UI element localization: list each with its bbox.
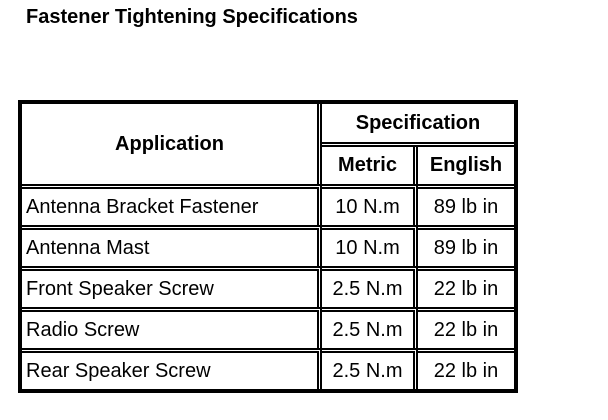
header-metric: Metric: [322, 147, 418, 184]
cell-english: 89 lb in: [418, 184, 514, 225]
header-application: Application: [22, 104, 322, 184]
table-row: [22, 348, 514, 389]
cell-application: Rear Speaker Screw: [22, 348, 322, 389]
cell-application: Radio Screw: [22, 307, 322, 348]
cell-english: 22 lb in: [418, 348, 514, 389]
header-english: English: [429, 154, 503, 176]
table-row: [22, 184, 514, 225]
table-row: [22, 266, 514, 307]
fastener-spec-table: [18, 100, 518, 393]
header-specification: Specification: [322, 104, 514, 147]
cell-application: Antenna Bracket Fastener: [22, 184, 322, 225]
cell-metric: 10 N.m: [322, 184, 418, 225]
cell-metric: 10 N.m: [322, 225, 418, 266]
cell-metric: 2.5 N.m: [322, 266, 418, 307]
cell-english: 22 lb in: [418, 266, 514, 307]
cell-application: Antenna Mast: [22, 225, 322, 266]
cell-english: 89 lb in: [418, 225, 514, 266]
cell-application: Front Speaker Screw: [22, 266, 322, 307]
page-title: Fastener Tightening Specifications: [26, 6, 358, 28]
table-row: [22, 225, 514, 266]
cell-metric: 2.5 N.m: [322, 307, 418, 348]
cell-english: 22 lb in: [418, 307, 514, 348]
header-row-top: [22, 104, 514, 147]
table-row: [22, 307, 514, 348]
cell-metric: 2.5 N.m: [322, 348, 418, 389]
